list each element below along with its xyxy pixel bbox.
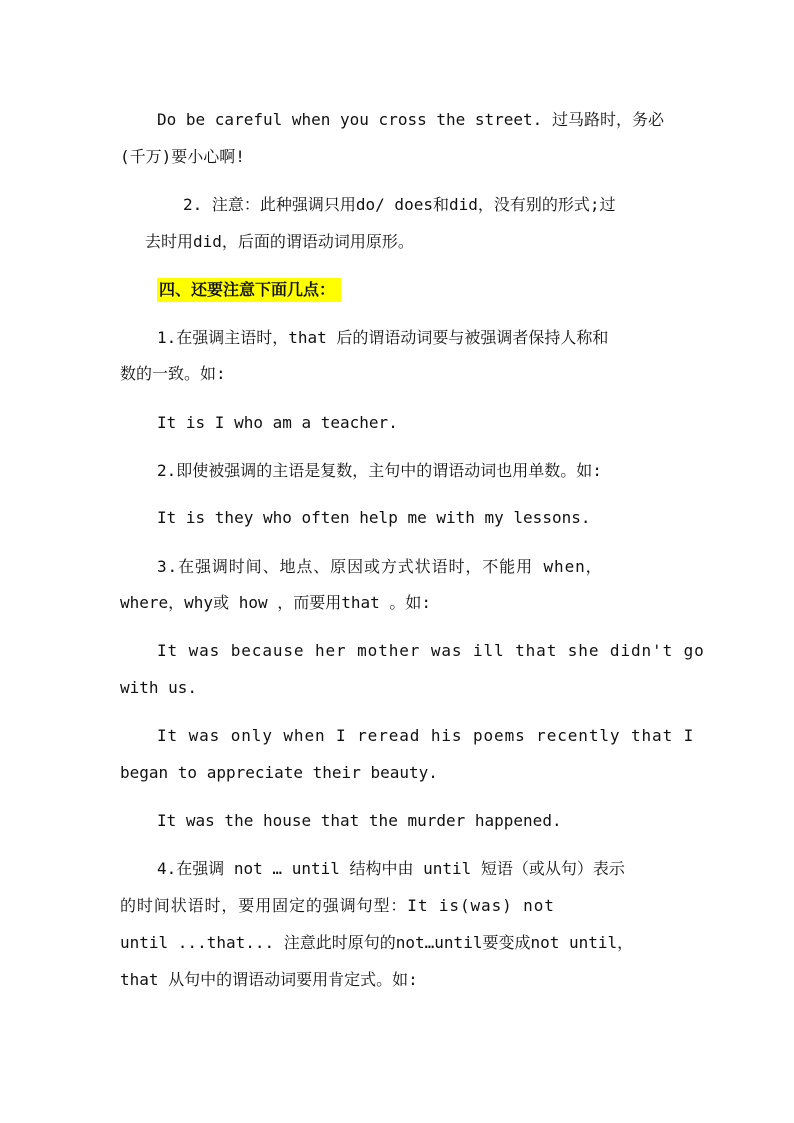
paragraph-line: 去时用did，后面的谓语动词用原形。 (145, 232, 414, 251)
paragraph-line: 的时间状语时，要用固定的强调句型：It is(was) not (120, 896, 555, 915)
paragraph-line: where，why或 how ，而要用that 。如: (120, 593, 432, 612)
example-sentence: began to appreciate their beauty. (120, 763, 438, 782)
paragraph-line: Do be careful when you cross the street. 过马路时，务必 (157, 110, 664, 129)
paragraph-line: 4.在强调 not … until 结构中由 until 短语（或从句）表示 (157, 859, 625, 878)
example-sentence: It was because her mother was ill that she didn't go (157, 641, 705, 660)
section-heading: 四、还要注意下面几点： (157, 278, 341, 302)
paragraph-line: 2.即使被强调的主语是复数，主句中的谓语动词也用单数。如: (157, 461, 602, 480)
example-sentence: It was only when I reread his poems recently that I (157, 726, 695, 745)
paragraph-line: 1.在强调主语时，that 后的谓语动词要与被强调者保持人称和 (157, 328, 609, 347)
paragraph-line: 数的一致。如: (120, 364, 226, 383)
paragraph-line: until ...that... 注意此时原句的not…until要变成not until， (120, 933, 634, 952)
paragraph-line: 3.在强调时间、地点、原因或方式状语时，不能用 when， (157, 557, 603, 576)
example-sentence: with us. (120, 678, 198, 697)
paragraph-line: 2. 注意：此种强调只用do/ does和did，没有别的形式;过 (183, 195, 616, 214)
paragraph-line: that 从句中的谓语动词要用肯定式。如: (120, 970, 418, 989)
paragraph-line: (千万)要小心啊! (120, 147, 245, 166)
example-sentence: It was the house that the murder happened. (157, 811, 562, 830)
example-sentence: It is I who am a teacher. (157, 413, 398, 432)
example-sentence: It is they who often help me with my lessons. (157, 508, 591, 527)
